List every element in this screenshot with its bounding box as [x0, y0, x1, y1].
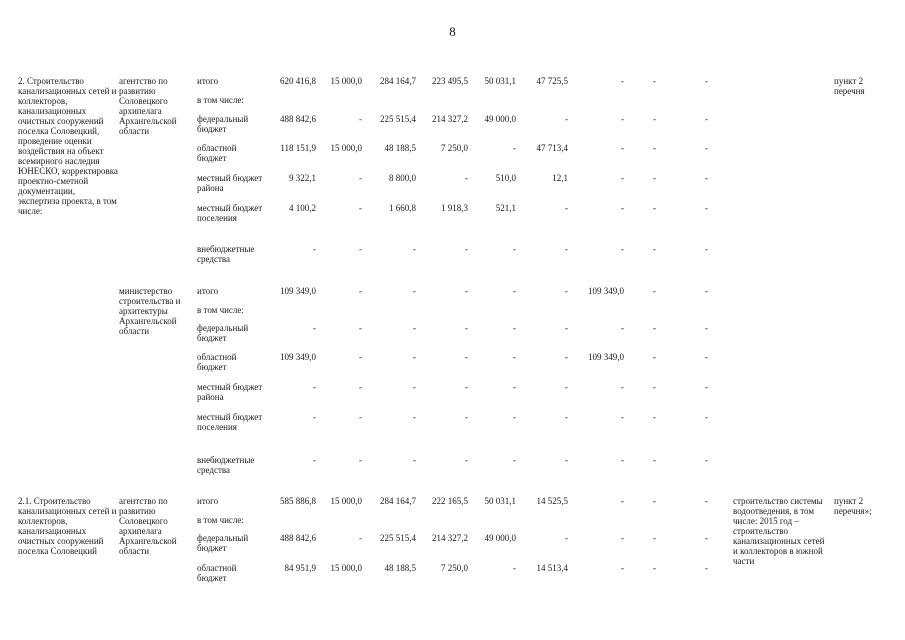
value-cell: -	[465, 173, 468, 183]
value-cell: -	[359, 533, 362, 543]
row-label: местный бюджет района	[197, 173, 263, 193]
value-cell: -	[513, 455, 516, 465]
value-cell: -	[313, 244, 316, 254]
value-cell: 585 886,8	[280, 496, 316, 506]
list-reference: пункт 2 перечня	[834, 76, 865, 96]
value-cell: 14 525,5	[536, 496, 568, 506]
value-cell: 521,1	[495, 203, 516, 213]
value-cell: -	[513, 323, 516, 333]
value-cell: -	[653, 143, 656, 153]
row-label: местный бюджет поселения	[197, 412, 263, 432]
value-cell: -	[313, 455, 316, 465]
value-cell: -	[653, 286, 656, 296]
value-cell: -	[705, 143, 708, 153]
value-cell: 1 918,3	[441, 203, 468, 213]
value-cell: -	[705, 286, 708, 296]
value-cell: -	[653, 533, 656, 543]
value-cell: 50 031,1	[484, 496, 516, 506]
value-cell: -	[621, 143, 624, 153]
value-cell: -	[513, 352, 516, 362]
value-cell: -	[359, 352, 362, 362]
row-label: внебюджетные средства	[197, 455, 255, 475]
value-cell: -	[705, 203, 708, 213]
value-cell: 15 000,0	[330, 143, 362, 153]
value-cell: -	[705, 114, 708, 124]
value-cell: -	[621, 114, 624, 124]
value-cell: -	[565, 382, 568, 392]
value-cell: -	[465, 455, 468, 465]
value-cell: -	[653, 203, 656, 213]
value-cell: -	[359, 114, 362, 124]
value-cell: -	[313, 382, 316, 392]
row-label: местный бюджет района	[197, 382, 263, 402]
row-label: в том числе:	[197, 305, 244, 315]
value-cell: -	[465, 244, 468, 254]
value-cell: -	[513, 382, 516, 392]
value-cell: -	[653, 455, 656, 465]
activity-description: 2. Строительство канализационных сетей и коллекторов, канализационных очистных сооружений поселка Соловецкий, проведение оценки воздействия на объект всемирного наследия ЮНЕСКО, корректировка проектно-сметной документации, экспертиза проекта, в том числе:	[18, 76, 118, 216]
value-cell: -	[565, 323, 568, 333]
expected-result: строительство системы водоотведения, в том числе: 2015 год – строительство канализационных сетей и коллекторов в южной части	[733, 496, 825, 566]
value-cell: -	[653, 76, 656, 86]
value-cell: -	[621, 203, 624, 213]
row-label: федеральный бюджет	[197, 533, 249, 553]
value-cell: -	[465, 412, 468, 422]
value-cell: 109 349,0	[588, 286, 624, 296]
value-cell: -	[565, 455, 568, 465]
value-cell: -	[653, 382, 656, 392]
value-cell: -	[413, 455, 416, 465]
value-cell: 49 000,0	[484, 114, 516, 124]
value-cell: 214 327,2	[432, 114, 468, 124]
value-cell: -	[705, 382, 708, 392]
value-cell: -	[705, 563, 708, 573]
value-cell: 109 349,0	[280, 352, 316, 362]
value-cell: 488 842,6	[280, 533, 316, 543]
value-cell: -	[359, 173, 362, 183]
value-cell: 47 713,4	[536, 143, 568, 153]
value-cell: -	[621, 323, 624, 333]
value-cell: 620 416,8	[280, 76, 316, 86]
value-cell: -	[621, 173, 624, 183]
value-cell: -	[359, 244, 362, 254]
value-cell: -	[565, 114, 568, 124]
value-cell: -	[565, 244, 568, 254]
responsible-organization: министерство строительства и архитектуры Архангельской области	[119, 286, 181, 336]
value-cell: -	[621, 533, 624, 543]
activity-description: 2.1. Строительство канализационных сетей и коллекторов, канализационных очистных сооружений поселка Соловецкий	[18, 496, 117, 556]
row-label: федеральный бюджет	[197, 114, 249, 134]
value-cell: -	[465, 323, 468, 333]
value-cell: 15 000,0	[330, 76, 362, 86]
value-cell: 1 660,8	[389, 203, 416, 213]
value-cell: -	[705, 173, 708, 183]
value-cell: -	[621, 496, 624, 506]
value-cell: -	[565, 352, 568, 362]
row-label: в том числе:	[197, 95, 244, 105]
value-cell: 510,0	[495, 173, 516, 183]
value-cell: 14 513,4	[536, 563, 568, 573]
value-cell: 15 000,0	[330, 496, 362, 506]
row-label: итого	[197, 76, 219, 86]
value-cell: 7 250,0	[441, 563, 468, 573]
row-label: итого	[197, 496, 219, 506]
value-cell: 4 100,2	[289, 203, 316, 213]
value-cell: -	[653, 114, 656, 124]
value-cell: 118 151,9	[280, 143, 316, 153]
value-cell: 109 349,0	[280, 286, 316, 296]
value-cell: -	[653, 323, 656, 333]
list-reference: пункт 2 перечня»;	[834, 496, 872, 516]
value-cell: -	[513, 143, 516, 153]
responsible-organization: агентство по развитию Соловецкого архипелага Архангельской области	[119, 496, 177, 556]
value-cell: 225 515,4	[380, 114, 416, 124]
value-cell: -	[565, 203, 568, 213]
value-cell: -	[653, 563, 656, 573]
value-cell: -	[565, 412, 568, 422]
value-cell: 109 349,0	[588, 352, 624, 362]
value-cell: -	[413, 323, 416, 333]
value-cell: -	[705, 455, 708, 465]
value-cell: 214 327,2	[432, 533, 468, 543]
value-cell: -	[413, 244, 416, 254]
row-label: местный бюджет поселения	[197, 203, 263, 223]
value-cell: -	[465, 382, 468, 392]
value-cell: -	[465, 286, 468, 296]
value-cell: -	[565, 286, 568, 296]
value-cell: -	[359, 412, 362, 422]
value-cell: -	[705, 412, 708, 422]
row-label: внебюджетные средства	[197, 244, 255, 264]
value-cell: -	[705, 323, 708, 333]
value-cell: -	[413, 352, 416, 362]
value-cell: -	[359, 455, 362, 465]
value-cell: -	[705, 533, 708, 543]
value-cell: -	[621, 455, 624, 465]
value-cell: -	[705, 496, 708, 506]
value-cell: 48 188,5	[384, 563, 416, 573]
value-cell: -	[653, 496, 656, 506]
row-label: областной бюджет	[197, 563, 237, 583]
value-cell: 488 842,6	[280, 114, 316, 124]
value-cell: -	[621, 76, 624, 86]
value-cell: 49 000,0	[484, 533, 516, 543]
value-cell: 84 951,9	[284, 563, 316, 573]
value-cell: 47 725,5	[536, 76, 568, 86]
row-label: областной бюджет	[197, 352, 237, 372]
value-cell: -	[359, 323, 362, 333]
value-cell: -	[653, 244, 656, 254]
row-label: итого	[197, 286, 219, 296]
value-cell: -	[413, 286, 416, 296]
value-cell: 284 164,7	[380, 496, 416, 506]
value-cell: -	[359, 203, 362, 213]
row-label: в том числе:	[197, 515, 244, 525]
value-cell: 15 000,0	[330, 563, 362, 573]
value-cell: -	[653, 173, 656, 183]
value-cell: -	[565, 533, 568, 543]
value-cell: -	[621, 244, 624, 254]
value-cell: 9 322,1	[289, 173, 316, 183]
value-cell: 50 031,1	[484, 76, 516, 86]
value-cell: -	[513, 286, 516, 296]
value-cell: -	[359, 382, 362, 392]
value-cell: -	[653, 412, 656, 422]
row-label: федеральный бюджет	[197, 323, 249, 343]
value-cell: -	[513, 563, 516, 573]
value-cell: -	[653, 352, 656, 362]
value-cell: 284 164,7	[380, 76, 416, 86]
value-cell: -	[621, 563, 624, 573]
value-cell: 12,1	[552, 173, 568, 183]
row-label: областной бюджет	[197, 143, 237, 163]
value-cell: 223 495,5	[432, 76, 468, 86]
value-cell: -	[313, 323, 316, 333]
value-cell: -	[513, 244, 516, 254]
value-cell: -	[513, 412, 516, 422]
value-cell: -	[705, 76, 708, 86]
value-cell: -	[705, 352, 708, 362]
responsible-organization: агентство по развитию Соловецкого архипелага Архангельской области	[119, 76, 177, 136]
value-cell: -	[359, 286, 362, 296]
value-cell: 225 515,4	[380, 533, 416, 543]
value-cell: 8 800,0	[389, 173, 416, 183]
value-cell: 222 165,5	[432, 496, 468, 506]
value-cell: -	[465, 352, 468, 362]
value-cell: -	[621, 382, 624, 392]
value-cell: 48 188,5	[384, 143, 416, 153]
value-cell: -	[705, 244, 708, 254]
value-cell: -	[413, 382, 416, 392]
value-cell: -	[313, 412, 316, 422]
value-cell: -	[621, 412, 624, 422]
value-cell: 7 250,0	[441, 143, 468, 153]
page-number: 8	[449, 24, 456, 39]
value-cell: -	[413, 412, 416, 422]
